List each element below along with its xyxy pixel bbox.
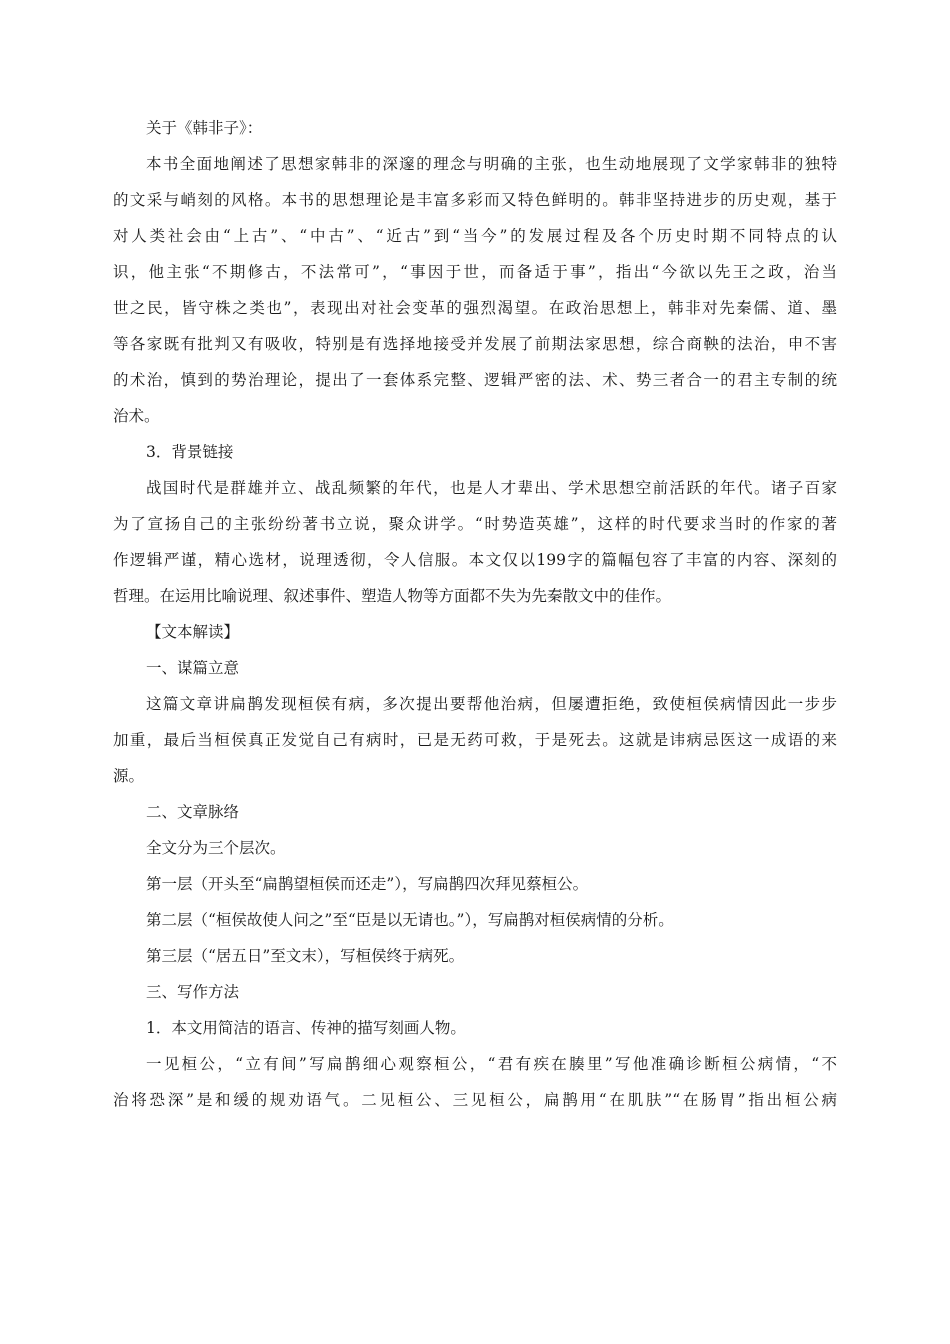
text-line: 对人类社会由“上古”、“中古”、“近古”到“当今”的发展过程及各个历史时期不同特点的认 — [113, 227, 837, 245]
layer-2: 第二层（“桓侯故使人问之”至“臣是以无请也。”），写扁鹊对桓侯病情的分析。 — [146, 911, 674, 929]
layers-intro: 全文分为三个层次。 — [146, 839, 286, 857]
paragraph-theme — [113, 694, 837, 786]
section-1-heading: 一、谋篇立意 — [146, 659, 240, 677]
text-line: 本书全面地阐述了思想家韩非的深邃的理念与明确的主张，也生动地展现了文学家韩非的独特 — [146, 155, 837, 173]
method-1: 1．本文用简洁的语言、传神的描写刻画人物。 — [146, 1019, 466, 1037]
about-title: 关于《韩非子》： — [146, 119, 263, 137]
text-reading-heading: 【文本解读】 — [146, 623, 240, 641]
text-line: 治将恐深”是和缓的规劝语气。二见桓公、三见桓公，扁鹊用“在肌肤”“在肠胃”指出桓公病 — [113, 1091, 837, 1109]
text-line: 这篇文章讲扁鹊发现桓侯有病，多次提出要帮他治病，但屡遭拒绝，致使桓侯病情因此一步步 — [146, 695, 837, 713]
text-line: 一见桓公，“立有间”写扁鹊细心观察桓公，“君有疾在腠里”写他准确诊断桓公病情，“不 — [146, 1055, 837, 1073]
text-line: 世之民，皆守株之类也”，表现出对社会变革的强烈渴望。在政治思想上，韩非对先秦儒、道、墨 — [113, 299, 837, 317]
text-line: 源。 — [113, 767, 145, 785]
text-line: 加重，最后当桓侯真正发觉自己有病时，已是无药可救，于是死去。这就是讳病忌医这一成语的来 — [113, 731, 837, 749]
paragraph-about-hanfeizi — [113, 154, 837, 426]
paragraph-method-detail — [113, 1054, 837, 1110]
paragraph-background — [113, 478, 837, 606]
text-line: 为了宣扬自己的主张纷纷著书立说，聚众讲学。“时势造英雄”，这样的时代要求当时的作家的著 — [113, 515, 837, 533]
layer-1: 第一层（开头至“扁鹊望桓侯而还走”），写扁鹊四次拜见蔡桓公。 — [146, 875, 589, 893]
text-line: 哲理。在运用比喻说理、叙述事件、塑造人物等方面都不失为先秦散文中的佳作。 — [113, 587, 672, 605]
text-line: 治术。 — [113, 407, 160, 425]
text-line: 等各家既有批判又有吸收，特别是有选择地接受并发展了前期法家思想，综合商鞅的法治，申不害 — [113, 335, 837, 353]
background-heading: 3．背景链接 — [146, 443, 234, 461]
text-line: 作逻辑严谨，精心选材，说理透彻，令人信服。本文仅以199字的篇幅包容了丰富的内容、深刻的 — [113, 551, 837, 569]
text-line: 识，他主张“不期修古，不法常可”，“事因于世，而备适于事”，指出“今欲以先王之政，治当 — [113, 263, 837, 281]
document-page — [113, 118, 837, 1126]
text-line: 的文采与峭刻的风格。本书的思想理论是丰富多彩而又特色鲜明的。韩非坚持进步的历史观，基于 — [113, 191, 837, 209]
section-3-heading: 三、写作方法 — [146, 983, 240, 1001]
section-2-heading: 二、文章脉络 — [146, 803, 240, 821]
layer-3: 第三层（“居五日”至文末），写桓侯终于病死。 — [146, 947, 465, 965]
text-line: 的术治，慎到的势治理论，提出了一套体系完整、逻辑严密的法、术、势三者合一的君主专制的统 — [113, 371, 837, 389]
text-line: 战国时代是群雄并立、战乱频繁的年代，也是人才辈出、学术思想空前活跃的年代。诸子百家 — [146, 479, 837, 497]
